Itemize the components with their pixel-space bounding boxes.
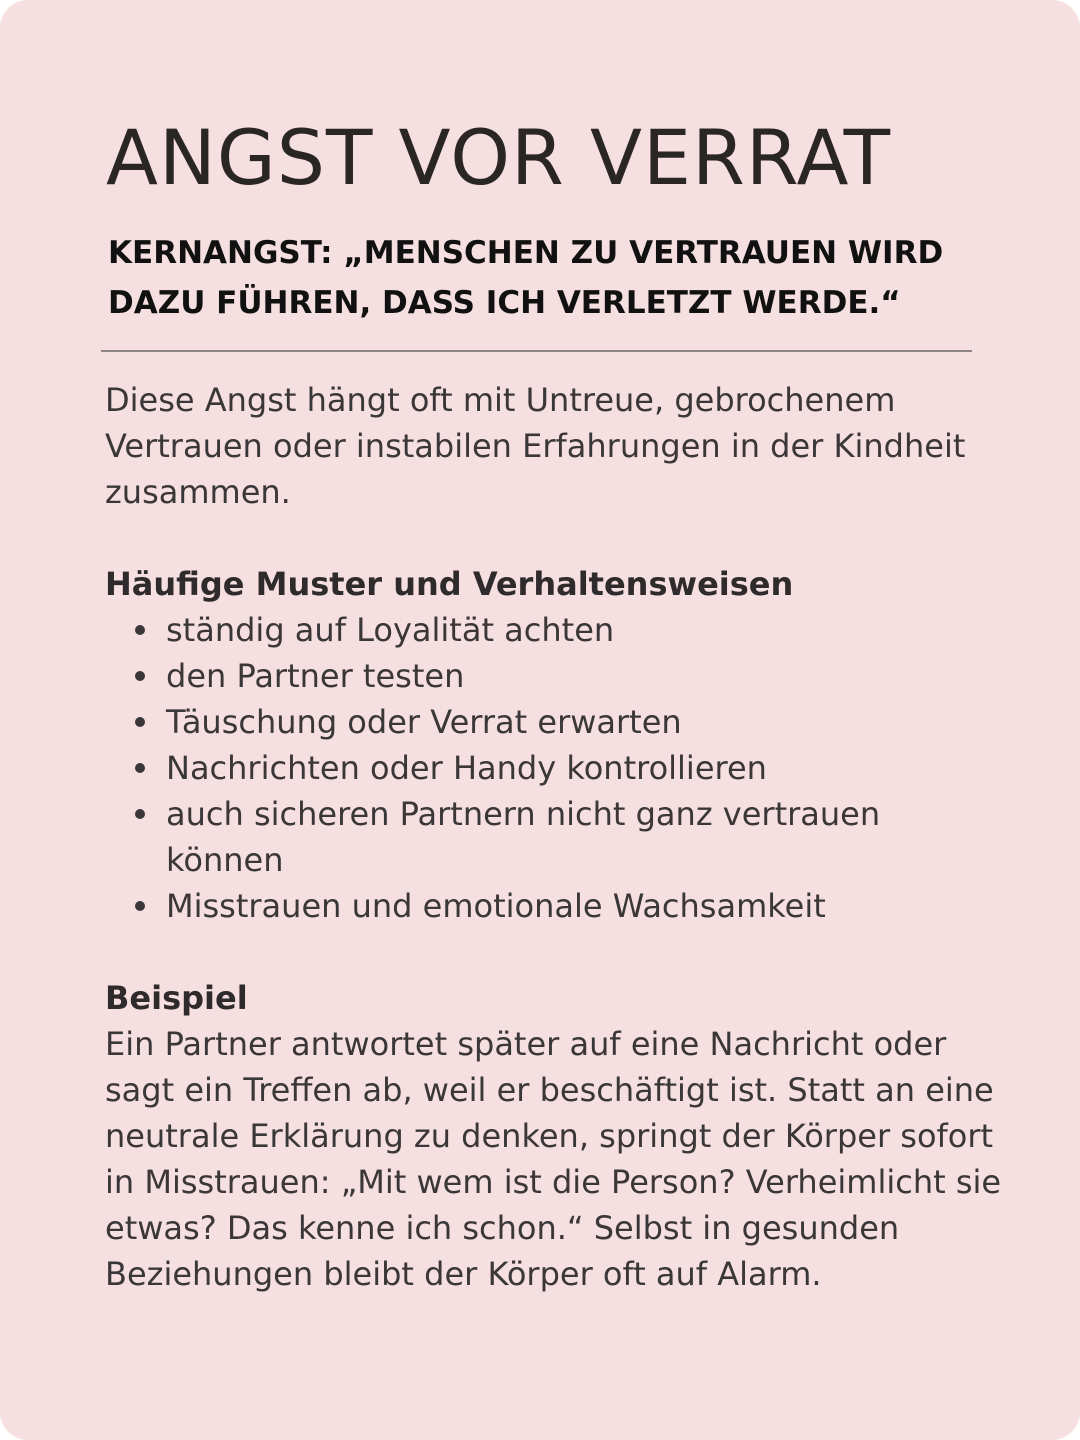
bullet-icon: [135, 809, 145, 819]
patterns-list: [105, 607, 1005, 929]
list-item-text: den Partner testen: [166, 657, 465, 695]
example-paragraph: Ein Partner antwortet später auf eine Nachricht oder sagt ein Treffen ab, weil er beschäftigt ist. Statt an eine neutrale Erklärung zu denken, springt der Körper sofort in Misstrauen: „Mit wem ist die Person? Verheimlicht sie etwas? Das kenne ich schon.“ Selbst in gesunden Beziehungen bleibt der Körper oft auf Alarm.: [105, 1025, 1002, 1293]
list-item: [105, 883, 1005, 929]
content-body: [105, 377, 1005, 1297]
bullet-icon: [135, 763, 145, 773]
list-item-text: Misstrauen und emotionale Wachsamkeit: [166, 887, 826, 925]
example-heading: Beispiel: [105, 979, 248, 1017]
intro-paragraph: Diese Angst hängt oft mit Untreue, gebrochenem Vertrauen oder instabilen Erfahrungen in der Kindheit zusammen.: [105, 381, 966, 511]
list-item: [105, 653, 1005, 699]
list-item: [105, 699, 1005, 745]
list-item: [105, 791, 1005, 883]
bullet-icon: [135, 717, 145, 727]
divider: [101, 350, 972, 352]
bullet-icon: [135, 625, 145, 635]
bullet-icon: [135, 671, 145, 681]
list-item-text: Täuschung oder Verrat erwarten: [166, 703, 682, 741]
list-item-text: auch sicheren Partnern nicht ganz vertrauen können: [166, 795, 881, 879]
list-item-text: ständig auf Loyalität achten: [166, 611, 615, 649]
list-item: [105, 745, 1005, 791]
core-fear-statement: KERNANGST: „MENSCHEN ZU VERTRAUEN WIRD DAZU FÜHREN, DASS ICH VERLETZT WERDE.“: [108, 235, 944, 321]
list-item: [105, 607, 1005, 653]
list-item-text: Nachrichten oder Handy kontrollieren: [166, 749, 767, 787]
bullet-icon: [135, 901, 145, 911]
patterns-heading: Häufige Muster und Verhaltensweisen: [105, 565, 794, 603]
page-title: ANGST VOR VERRAT: [106, 113, 892, 202]
